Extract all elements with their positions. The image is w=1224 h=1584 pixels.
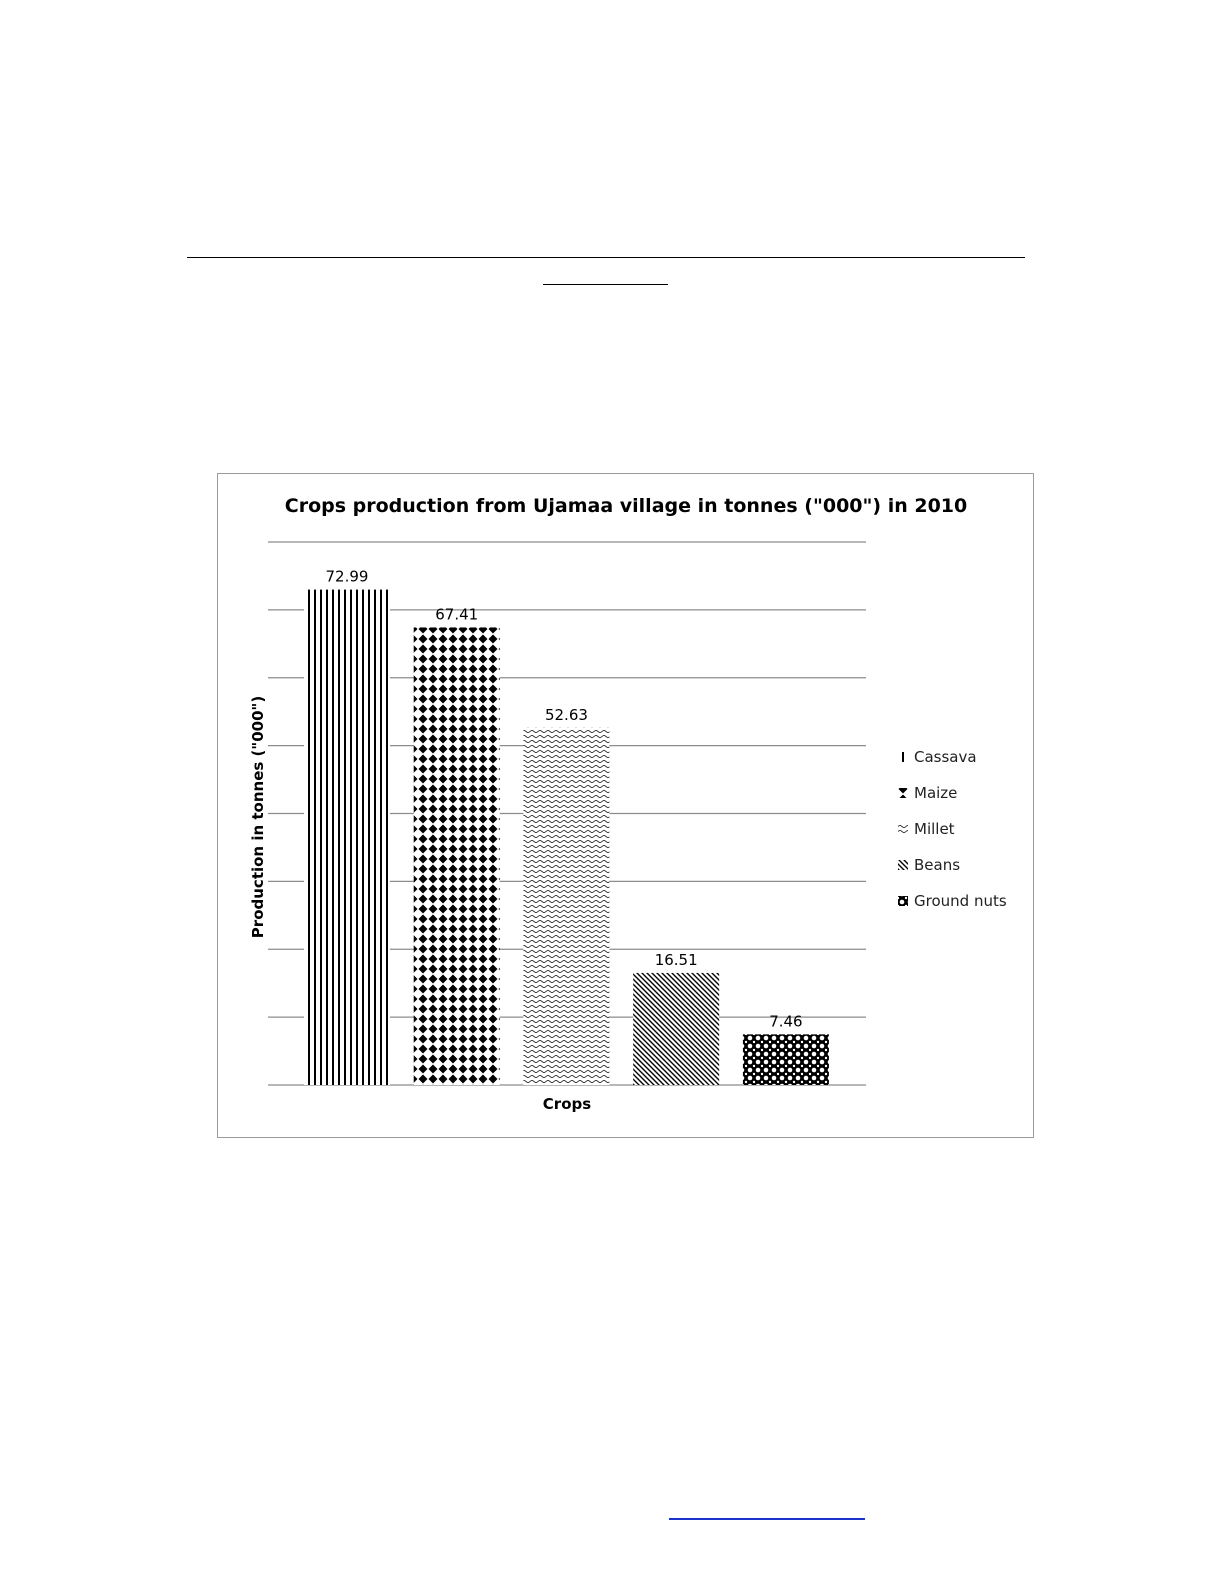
legend-label-ground-nuts: Ground nuts [914, 892, 1007, 910]
legend-label-cassava: Cassava [914, 748, 977, 766]
legend-swatch-cassava [898, 752, 908, 762]
data-label-millet: 52.63 [544, 705, 588, 724]
x-axis-label: Crops [542, 1095, 592, 1113]
bar-chart [218, 474, 1035, 1139]
y-axis-label: Production in tonnes ("000") [249, 695, 267, 939]
legend-label-millet: Millet [914, 820, 955, 838]
bar-beans [633, 973, 719, 1085]
legend-swatch-millet [898, 824, 908, 834]
legend-label-beans: Beans [914, 856, 961, 874]
bar-cassava [304, 590, 390, 1085]
legend-label-maize: Maize [914, 784, 958, 802]
chart-title: Crops production from Ujamaa village in tonnes ("000") in 2010 [284, 495, 968, 517]
footer-link-underline [669, 1518, 865, 1520]
bar-maize [414, 627, 500, 1085]
chart-frame [217, 473, 1034, 1138]
legend [898, 748, 1007, 910]
legend-swatch-beans [898, 860, 908, 870]
data-label-cassava: 72.99 [325, 567, 369, 586]
bars [304, 590, 829, 1085]
bar-millet [523, 728, 609, 1085]
bar-ground-nuts [743, 1034, 829, 1085]
data-label-beans: 16.51 [654, 950, 698, 969]
legend-swatch-ground-nuts [898, 896, 908, 906]
legend-swatch-maize [898, 788, 908, 798]
data-label-ground-nuts: 7.46 [769, 1012, 803, 1031]
heading-underline [543, 284, 668, 285]
data-label-maize: 67.41 [435, 605, 479, 624]
header-rule [187, 257, 1025, 258]
